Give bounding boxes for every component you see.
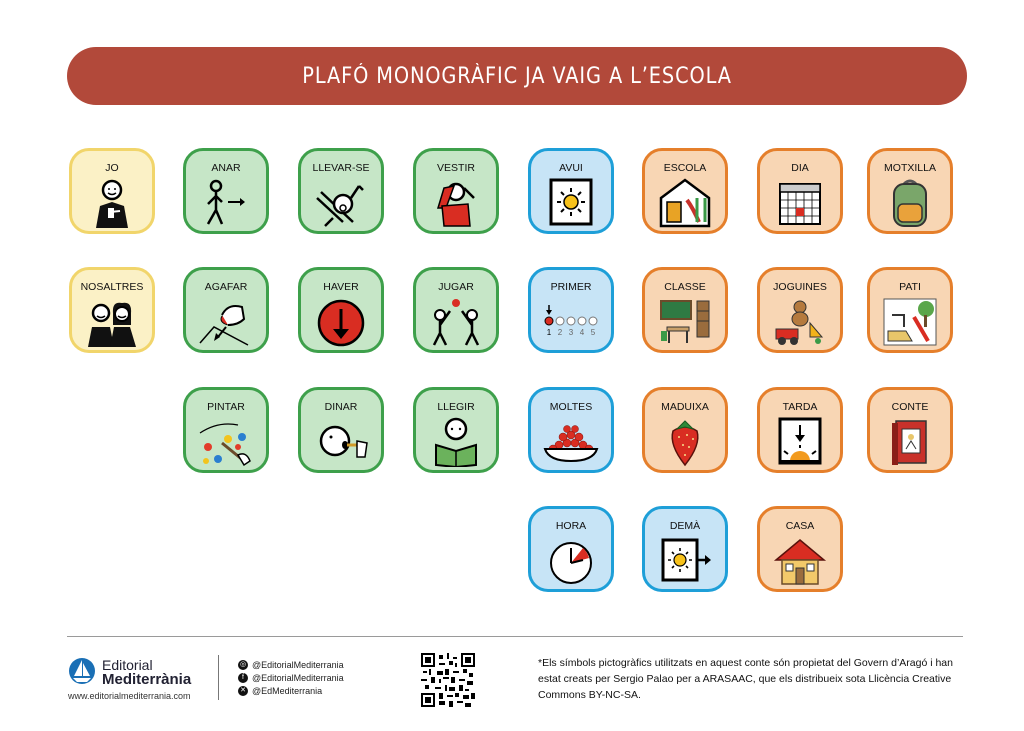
card-dia[interactable] <box>757 148 843 234</box>
card-llegir[interactable] <box>413 387 499 473</box>
card-anar[interactable] <box>183 148 269 234</box>
walking-person-icon <box>198 178 254 228</box>
card-casa[interactable] <box>757 506 843 592</box>
card-avui[interactable] <box>528 148 614 234</box>
footer-separator <box>218 655 219 700</box>
classroom-icon <box>657 297 713 347</box>
children-playing-ball-icon <box>428 297 484 347</box>
card-vestir[interactable] <box>413 148 499 234</box>
social-handle: @EdMediterrania <box>252 686 323 696</box>
instagram-icon: ◎ <box>239 661 247 668</box>
card-label: MOLTES <box>549 401 593 413</box>
social-facebook[interactable] <box>238 672 344 684</box>
card-moltes[interactable] <box>528 387 614 473</box>
card-classe[interactable] <box>642 267 728 353</box>
card-label: LLEVAR-SE <box>312 162 370 174</box>
card-label: CLASSE <box>664 281 706 293</box>
clock-icon <box>543 536 599 586</box>
social-handle: @EditorialMediterrania <box>252 660 344 670</box>
paintbrush-icon <box>198 417 254 467</box>
card-conte[interactable] <box>867 387 953 473</box>
publisher-logo[interactable] <box>68 656 208 706</box>
card-label: DIA <box>791 162 809 174</box>
card-jugar[interactable] <box>413 267 499 353</box>
facebook-icon: f <box>238 673 248 683</box>
card-dema[interactable] <box>642 506 728 592</box>
card-label: AGAFAR <box>204 281 248 293</box>
card-pintar[interactable] <box>183 387 269 473</box>
card-label: DINAR <box>324 401 358 413</box>
card-label: JOGUINES <box>773 281 827 293</box>
card-nosaltres[interactable] <box>69 267 155 353</box>
card-label: MOTXILLA <box>884 162 936 174</box>
strawberry-icon <box>657 417 713 467</box>
school-icon <box>657 178 713 228</box>
tomorrow-icon <box>657 536 713 586</box>
sailboat-icon <box>68 656 96 686</box>
card-jo[interactable] <box>69 148 155 234</box>
house-icon <box>772 536 828 586</box>
card-haver[interactable] <box>298 267 384 353</box>
footer-divider <box>67 636 963 637</box>
calendar-icon <box>772 178 828 228</box>
down-arrow-circle-icon <box>313 297 369 347</box>
page-title: PLAFÓ MONOGRÀFIC JA VAIG A L’ESCOLA <box>302 63 732 89</box>
toys-icon <box>772 297 828 347</box>
card-llevar-se[interactable] <box>298 148 384 234</box>
card-label: JO <box>105 162 119 174</box>
card-primer[interactable] <box>528 267 614 353</box>
qr-code[interactable] <box>421 653 475 707</box>
eating-icon <box>313 417 369 467</box>
reading-icon <box>428 417 484 467</box>
card-label: PINTAR <box>207 401 245 413</box>
title-banner <box>67 47 967 105</box>
card-joguines[interactable] <box>757 267 843 353</box>
primer-number: 4 <box>579 328 585 337</box>
primer-number: 2 <box>557 328 563 337</box>
card-pati[interactable] <box>867 267 953 353</box>
card-label: MADUIXA <box>661 401 709 413</box>
social-handle: @EditorialMediterrania <box>252 673 344 683</box>
card-label: ANAR <box>211 162 241 174</box>
brand-name-line1: Editorial <box>102 657 153 673</box>
primer-number: 3 <box>568 328 574 337</box>
card-motxilla[interactable] <box>867 148 953 234</box>
dressing-icon <box>428 178 484 228</box>
card-label: PRIMER <box>550 281 592 293</box>
bowl-of-berries-icon <box>543 417 599 467</box>
card-dinar[interactable] <box>298 387 384 473</box>
card-label: LLEGIR <box>437 401 475 413</box>
backpack-icon <box>882 178 938 228</box>
card-label: HAVER <box>323 281 359 293</box>
card-label: DEMÀ <box>669 520 701 532</box>
card-tarda[interactable] <box>757 387 843 473</box>
sunset-icon <box>772 417 828 467</box>
card-label: HORA <box>555 520 587 532</box>
card-agafar[interactable] <box>183 267 269 353</box>
card-label: TARDA <box>782 401 818 413</box>
brand-name-line2: Mediterrània <box>102 671 192 688</box>
social-x[interactable] <box>238 685 344 697</box>
x-icon: ✕ <box>238 686 248 696</box>
card-label: CONTE <box>891 401 929 413</box>
story-book-icon <box>882 417 938 467</box>
primer-number: 5 <box>590 328 596 337</box>
card-label: ESCOLA <box>663 162 707 174</box>
card-escola[interactable] <box>642 148 728 234</box>
social-instagram[interactable] <box>238 659 344 671</box>
card-label: CASA <box>785 520 815 532</box>
two-people-icon <box>84 297 140 347</box>
sun-in-window-icon <box>543 178 599 228</box>
first-position-icon <box>543 297 599 347</box>
card-label: AVUI <box>559 162 583 174</box>
card-hora[interactable] <box>528 506 614 592</box>
social-links <box>238 659 344 698</box>
website-link[interactable]: www.editorialmediterrania.com <box>68 691 191 701</box>
card-label: VESTIR <box>437 162 475 174</box>
card-label: JUGAR <box>438 281 474 293</box>
person-pointing-self-icon <box>84 178 140 228</box>
card-label: PATI <box>899 281 921 293</box>
card-label: NOSALTRES <box>80 281 144 293</box>
primer-number: 1 <box>546 328 552 337</box>
license-note: *Els símbols pictogràfics utilitzats en aquest conte són propietat del Govern d’Aragó i han estat creats per Sergio Palao per a ARASAAC, que els distribueix sota Llicència Creative Commons BY-NC-SA. <box>538 657 953 701</box>
getting-up-icon <box>313 178 369 228</box>
card-maduixa[interactable] <box>642 387 728 473</box>
grabbing-hand-icon <box>198 297 254 347</box>
playground-icon <box>882 297 938 347</box>
